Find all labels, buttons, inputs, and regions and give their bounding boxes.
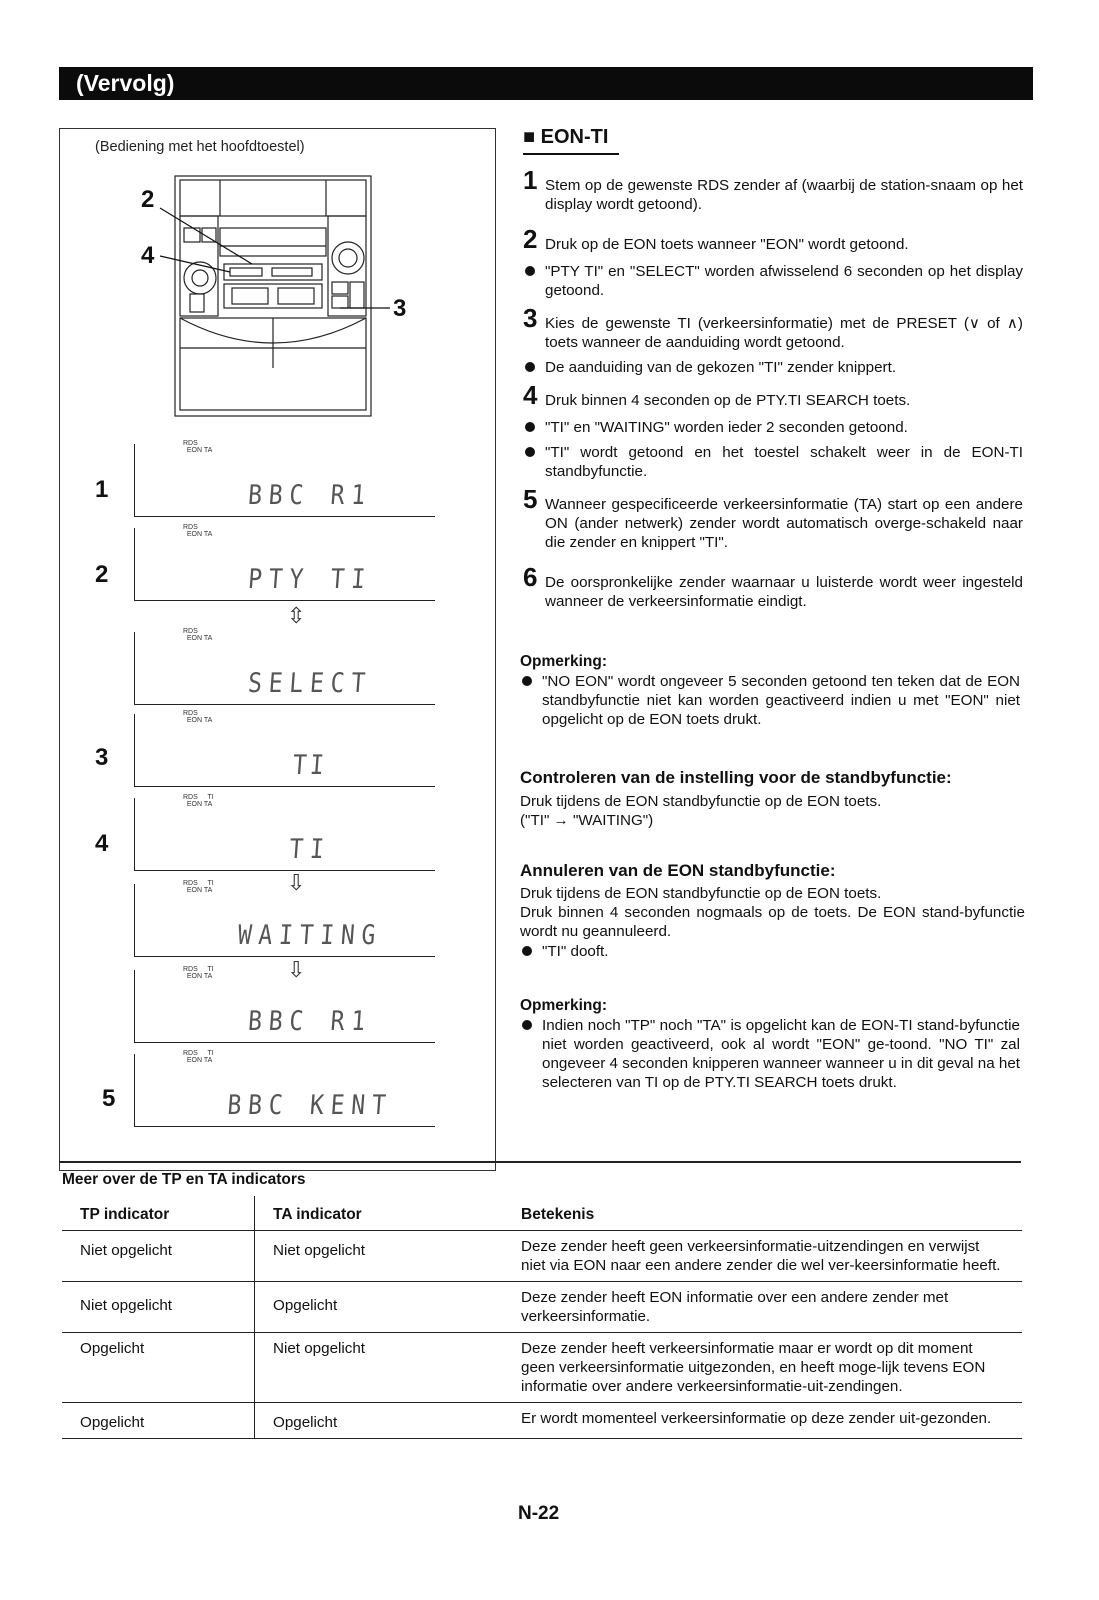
ta-cell: Niet opgelicht — [255, 1231, 508, 1282]
display-panel — [134, 1050, 435, 1127]
section-title: ■ EON-TI — [523, 126, 609, 148]
step-4: 4 Druk binnen 4 seconden op de PTY.TI SEARCH toets. — [523, 380, 911, 410]
down-arrow-icon: ⇩ — [287, 870, 306, 895]
page-number: N-22 — [518, 1503, 560, 1524]
step-label-4: 4 — [95, 830, 109, 857]
illustration-caption: (Bediening met het hoofdtoestel) — [95, 139, 305, 155]
cancel-text-1: Druk tijdens de EON standbyfunctie op de EON toets. — [520, 885, 882, 902]
step-3: 3 Kies de gewenste TI (verkeersinformatie) met de PRESET (∨ of ∧) toets wanneer de aanduiding wordt getoond. — [523, 303, 1023, 351]
ta-cell: Opgelicht — [255, 1403, 508, 1439]
rds-indicator: RDS TI EON TA — [183, 794, 214, 808]
indicator-table — [62, 1196, 1022, 1439]
rds-indicator: RDS EON TA — [183, 524, 213, 538]
rds-indicator: RDS EON TA — [183, 628, 213, 642]
header-meaning: Betekenis — [507, 1196, 1022, 1231]
note-bullet: "NO EON" wordt ongeveer 5 seconden getoond ten teken dat de EON standbyfunctie niet kan worden geactiveerd indien u met "EON" niet opgelicht op de EON toets drukt. — [520, 672, 1020, 729]
table-caption: Meer over de TP en TA indicators — [62, 1171, 306, 1188]
section-header-bar — [59, 67, 1033, 100]
meaning-cell: Deze zender heeft geen verkeersinformatie-uitzendingen en verwijst niet via EON naar een andere zender die wel ver-keersinformatie heeft. — [521, 1238, 1001, 1274]
step-5: 5 Wanneer gespecificeerde verkeersinformatie (TA) start op een andere ON (ander netwerk) zender wordt automatisch overge-schakeld naar die zender en knippert "TI". — [523, 484, 1023, 551]
note-title: Opmerking: — [520, 653, 607, 670]
step-label-1: 1 — [95, 476, 109, 503]
callout-2: 2 — [141, 186, 155, 213]
tp-cell: Niet opgelicht — [80, 1242, 173, 1259]
header-tp: TP indicator — [62, 1196, 255, 1231]
tp-cell: Opgelicht — [62, 1333, 255, 1403]
rds-indicator: RDS EON TA — [183, 710, 213, 724]
bullet: "TI" en "WAITING" worden ieder 2 seconden getoond. — [523, 418, 1023, 437]
check-text-2: ("TI" → "WAITING") — [520, 812, 654, 829]
cancel-text-2: Druk binnen 4 seconden nogmaals op de toets. De EON stand-byfunctie wordt nu geannuleerd. — [520, 904, 1025, 940]
divider — [59, 1161, 1021, 1163]
table-header-row — [62, 1196, 1022, 1231]
table-row — [62, 1231, 1022, 1282]
display-text: TI — [288, 834, 332, 865]
device-illustration — [120, 168, 420, 428]
step-6: 6 De oorspronkelijke zender waarnaar u luisterde wordt weer ingesteld wanneer de verkeersinformatie eindigt. — [523, 562, 1023, 610]
step-label-5: 5 — [102, 1085, 116, 1112]
display-text: WAITING — [236, 920, 384, 951]
check-title: Controleren van de instelling voor de standbyfunctie: — [520, 768, 952, 787]
tp-cell: Niet opgelicht — [62, 1282, 255, 1333]
display-panel — [134, 628, 435, 705]
table-row — [62, 1333, 1022, 1403]
display-text: SELECT — [246, 668, 374, 699]
display-text: BBC R1 — [246, 1006, 374, 1037]
note-title-2: Opmerking: — [520, 997, 607, 1014]
table-row — [62, 1282, 1022, 1333]
ta-cell: Opgelicht — [255, 1282, 508, 1333]
alternate-arrow-icon: ⇳ — [287, 603, 306, 628]
display-text: BBC R1 — [246, 480, 374, 511]
rds-indicator: RDS TI EON TA — [183, 1050, 214, 1064]
display-text: BBC KENT — [226, 1090, 394, 1121]
note-bullet-2: Indien noch "TP" noch "TA" is opgelicht kan de EON-TI stand-byfunctie niet worden geactiveerd, ook al wordt "EON" ge-toond. "NO TI" zal ongeveer 4 seconden knipperen wanneer wanneer u in dit geval na het selecteren van TI op de PTY.TI SEARCH toets drukt. — [520, 1016, 1020, 1092]
step-1: 1 Stem op de gewenste RDS zender af (waarbij de station-snaam op het display wordt getoond). — [523, 165, 1023, 213]
meaning-cell: Deze zender heeft verkeersinformatie maar er wordt op dit moment geen verkeersinformatie uitgezonden, en heeft moge-lijk tevens EON informatie over andere verkeersinformatie-uit-zendingen. — [507, 1333, 1022, 1403]
header-ta: TA indicator — [255, 1196, 508, 1231]
callout-3: 3 — [393, 295, 407, 322]
title-underline — [523, 153, 619, 155]
rds-indicator: RDS EON TA — [183, 440, 213, 454]
step-2: 2 Druk op de EON toets wanneer "EON" wordt getoond. — [523, 224, 909, 254]
display-panel — [134, 880, 435, 957]
down-arrow-icon: ⇩ — [287, 957, 306, 982]
cancel-title: Annuleren van de EON standbyfunctie: — [520, 861, 836, 880]
cancel-bullet: "TI" dooft. — [520, 942, 1020, 961]
display-text-blinking: TI — [291, 750, 329, 781]
display-panel — [134, 440, 435, 517]
rds-indicator: RDS TI EON TA — [183, 966, 214, 980]
display-panel — [134, 710, 435, 787]
check-text-1: Druk tijdens de EON standbyfunctie op de EON toets. — [520, 793, 882, 810]
display-text: PTY TI — [246, 564, 374, 595]
ta-cell: Niet opgelicht — [255, 1333, 508, 1403]
bullet: "PTY TI" en "SELECT" worden afwisselend 6 seconden op het display getoond. — [523, 262, 1023, 300]
step-label-2: 2 — [95, 561, 109, 588]
display-panel — [134, 966, 435, 1043]
step-label-3: 3 — [95, 744, 109, 771]
display-panel — [134, 794, 435, 871]
meaning-cell: Deze zender heeft EON informatie over een andere zender met verkeersinformatie. — [507, 1282, 1022, 1333]
rds-indicator: RDS TI EON TA — [183, 880, 214, 894]
section-header-title: (Vervolg) — [76, 70, 175, 96]
meaning-cell: Er wordt momenteel verkeersinformatie op deze zender uit-gezonden. — [507, 1403, 1022, 1439]
table-row — [62, 1403, 1022, 1439]
bullet: De aanduiding van de gekozen "TI" zender knippert. — [523, 358, 1023, 377]
callout-4: 4 — [141, 242, 155, 269]
display-panel — [134, 524, 435, 601]
bullet: "TI" wordt getoond en het toestel schakelt weer in de EON-TI standbyfunctie. — [523, 443, 1023, 481]
tp-cell: Opgelicht — [62, 1403, 255, 1439]
